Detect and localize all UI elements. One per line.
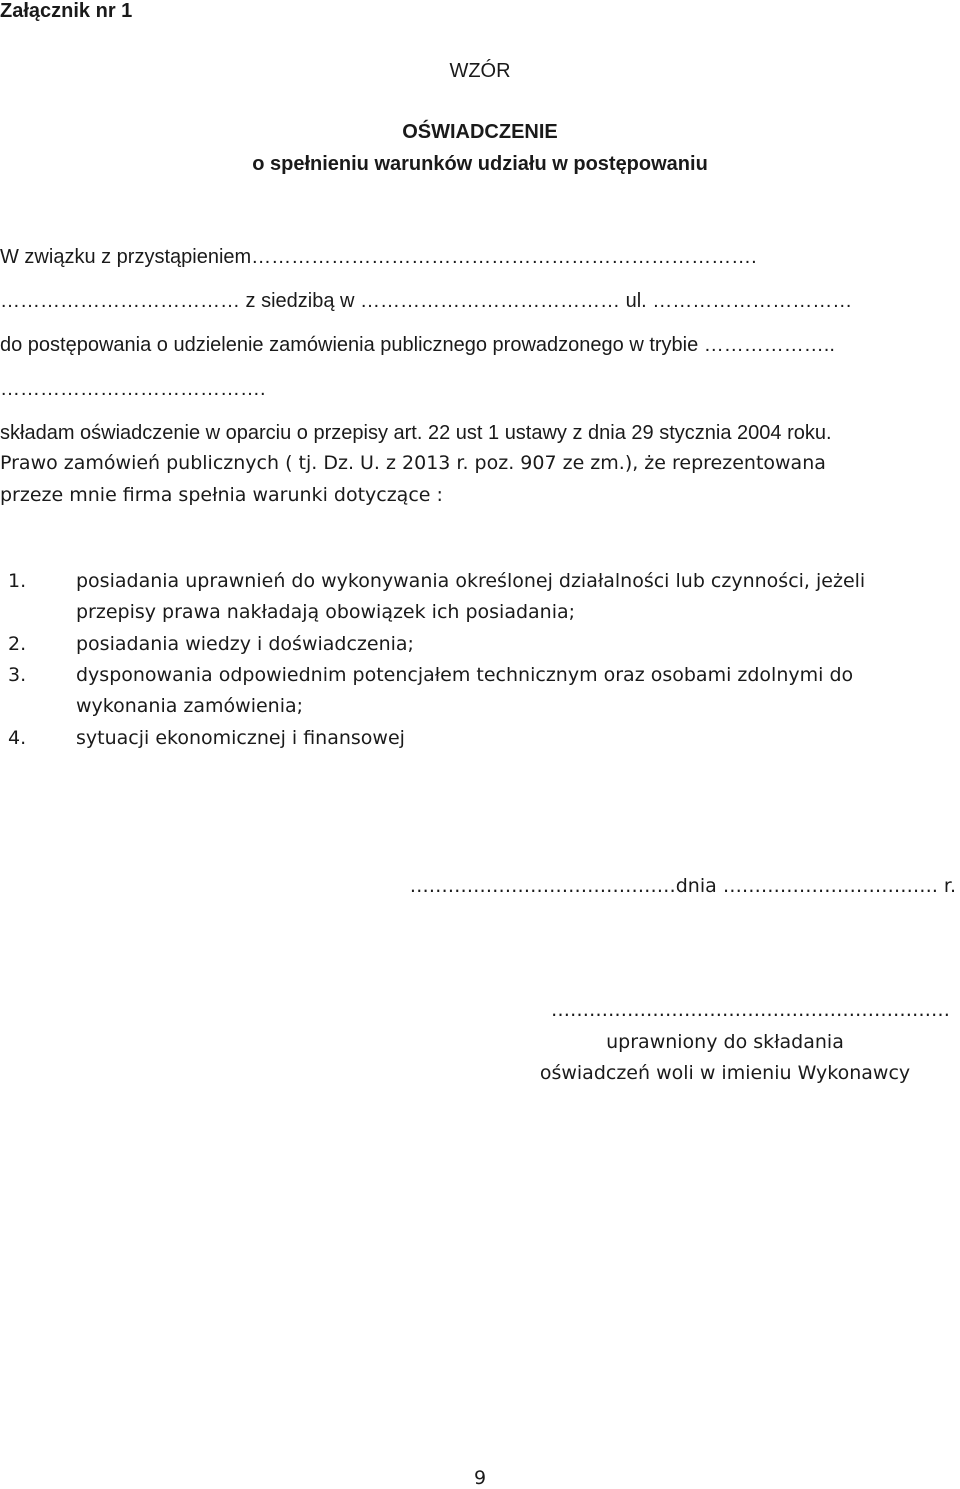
page-number: 9 xyxy=(473,1467,487,1489)
body-line-conditions-intro: przeze mnie firma spełnia warunki dotyczące : xyxy=(0,484,443,506)
list-item-number: 2. xyxy=(8,633,27,655)
body-line-participation: W związku z przystąpieniem…………………………………………………………………. xyxy=(0,246,757,268)
list-item-number: 4. xyxy=(8,727,27,749)
body-line-law-reference: Prawo zamówień publicznych ( tj. Dz. U. z 2013 r. poz. 907 ze zm.), że reprezentowana xyxy=(0,452,826,474)
list-item-number: 3. xyxy=(8,664,27,686)
body-line-procedure-blank: …………………………………. xyxy=(0,378,266,400)
signature-blank-line: ……………………………………………………… xyxy=(551,999,950,1021)
template-label: WZÓR xyxy=(449,60,511,82)
list-item-text: sytuacji ekonomicznej i finansowej xyxy=(76,727,405,749)
document-subtitle: o spełnieniu warunków udziału w postępowaniu xyxy=(252,153,708,175)
document-title: OŚWIADCZENIE xyxy=(402,121,558,143)
signature-role-line: uprawniony do składania xyxy=(606,1031,844,1053)
list-item-number: 1. xyxy=(8,570,27,592)
list-item-text: posiadania wiedzy i doświadczenia; xyxy=(76,633,414,655)
body-line-seat-address: ……………………………… z siedzibą w ………………………………… ul. ………………………… xyxy=(0,290,853,312)
date-field-line: ……………………………………dnia ……………………………. r. xyxy=(409,875,956,897)
body-line-declaration: składam oświadczenie w oparciu o przepisy art. 22 ust 1 ustawy z dnia 29 stycznia 2004 roku. xyxy=(0,422,832,444)
annex-label: Załącznik nr 1 xyxy=(0,0,133,22)
list-item-text: posiadania uprawnień do wykonywania określonej działalności lub czynności, jeżeli xyxy=(76,570,866,592)
list-item-text: przepisy prawa nakładają obowiązek ich posiadania; xyxy=(76,601,576,623)
list-item-text: dysponowania odpowiednim potencjałem technicznym oraz osobami zdolnymi do xyxy=(76,664,854,686)
signature-role-line: oświadczeń woli w imieniu Wykonawcy xyxy=(539,1062,911,1084)
body-line-procedure: do postępowania o udzielenie zamówienia publicznego prowadzonego w trybie ……………….. xyxy=(0,334,835,356)
list-item-text: wykonania zamówienia; xyxy=(76,695,304,717)
